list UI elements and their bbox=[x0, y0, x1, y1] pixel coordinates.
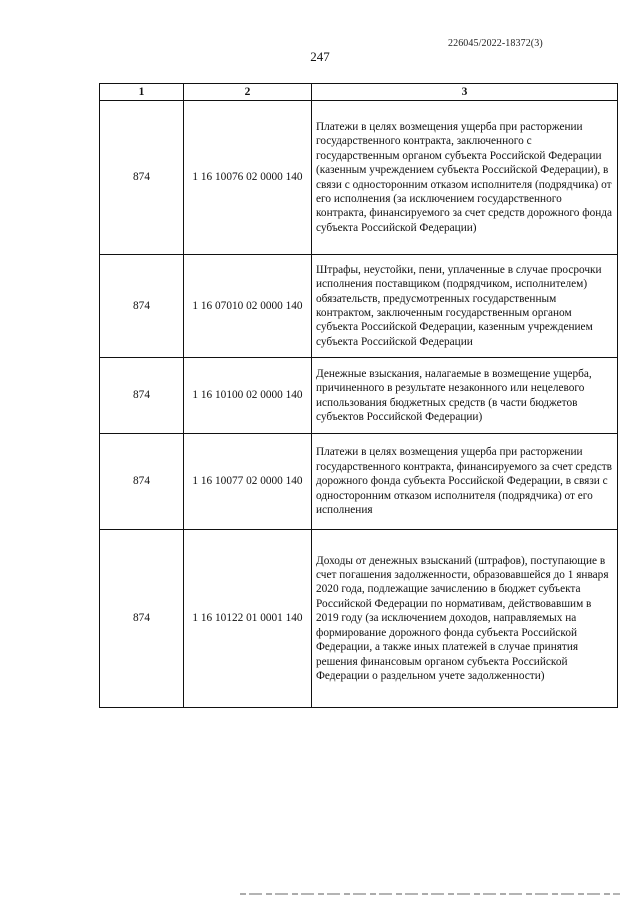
description-cell: Платежи в целях возмещения ущерба при расторжении государственного контракта, финансируемого за счет средств дорожного фонда субъекта Российской Федерации, в связи с односторонним отказом исполнителя (подрядчика) от его исполнения bbox=[312, 434, 618, 530]
page-number: 247 bbox=[310, 49, 330, 64]
table-row bbox=[100, 255, 618, 358]
document-registration-number: 226045/2022-18372(3) bbox=[448, 38, 543, 49]
kbk-code-cell: 1 16 10077 02 0000 140 bbox=[184, 434, 312, 530]
kbk-code-cell: 1 16 07010 02 0000 140 bbox=[184, 255, 312, 358]
table-row bbox=[100, 358, 618, 434]
admin-code-cell: 874 bbox=[100, 434, 184, 530]
description-cell: Штрафы, неустойки, пени, уплаченные в случае просрочки исполнения поставщиком (подрядчиком, исполнителем) обязательств, предусмотренных государственным контрактом, заключенным государственным органом субъекта Российской Федерации, казенным учреждением субъекта Российской Федерации bbox=[312, 255, 618, 358]
description-cell: Доходы от денежных взысканий (штрафов), поступающие в счет погашения задолженности, образовавшейся до 1 января 2020 года, подлежащие зачислению в бюджет субъекта Российской Федерации по нормативам, действовавшим в 2019 году (за исключением доходов, направляемых на формирование дорожного фонда субъекта Российской Федерации, а также иных платежей в случае принятия решения финансовым органом субъекта Российской Федерации о раздельном учете задолженности) bbox=[312, 530, 618, 708]
admin-code-cell: 874 bbox=[100, 101, 184, 255]
description-cell: Денежные взыскания, налагаемые в возмещение ущерба, причиненного в результате незаконного или нецелевого использования бюджетных средств (в части бюджетов субъектов Российской Федерации) bbox=[312, 358, 618, 434]
kbk-code-cell: 1 16 10122 01 0001 140 bbox=[184, 530, 312, 708]
column-header-3: 3 bbox=[312, 84, 618, 101]
table-header-row bbox=[100, 84, 618, 101]
column-header-1: 1 bbox=[100, 84, 184, 101]
revenue-codes-table bbox=[99, 83, 618, 708]
admin-code-cell: 874 bbox=[100, 530, 184, 708]
column-header-2: 2 bbox=[184, 84, 312, 101]
kbk-code-cell: 1 16 10076 02 0000 140 bbox=[184, 101, 312, 255]
table-row bbox=[100, 434, 618, 530]
table-row bbox=[100, 101, 618, 255]
admin-code-cell: 874 bbox=[100, 255, 184, 358]
scan-artifact-line bbox=[240, 893, 620, 895]
admin-code-cell: 874 bbox=[100, 358, 184, 434]
description-cell: Платежи в целях возмещения ущерба при расторжении государственного контракта, заключенного с государственным органом субъекта Российской Федерации (казенным учреждением субъекта Российской Федерации), в связи с односторонним отказом исполнителя (подрядчика) от его исполнения (за исключением государственного контракта, финансируемого за счет средств дорожного фонда субъекта Российской Федерации) bbox=[312, 101, 618, 255]
table-row bbox=[100, 530, 618, 708]
kbk-code-cell: 1 16 10100 02 0000 140 bbox=[184, 358, 312, 434]
